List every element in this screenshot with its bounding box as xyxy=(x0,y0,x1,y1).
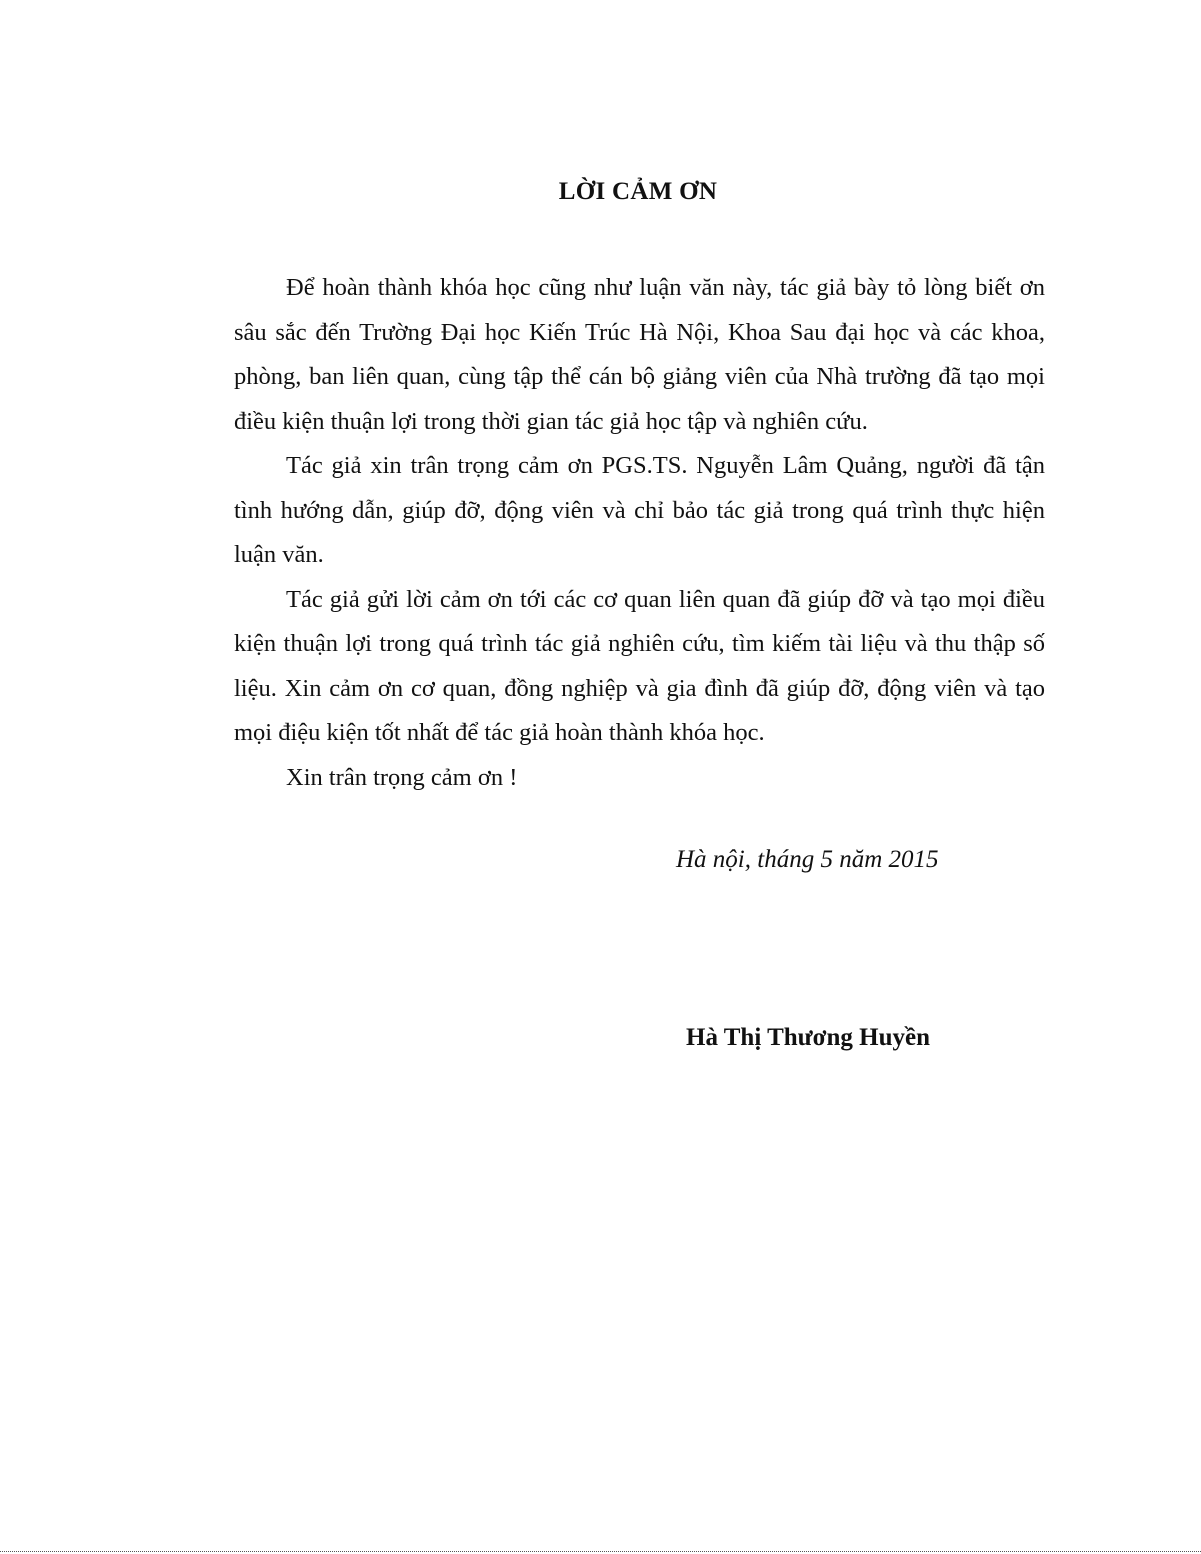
paragraph-3: Tác giả gửi lời cảm ơn tới các cơ quan liên quan đã giúp đỡ và tạo mọi điều kiện thuận lợi trong quá trình tác giả nghiên cứu, tìm kiếm tài liệu và thu thập số liệu. Xin cảm ơn cơ quan, đồng nghiệp và gia đình đã giúp đỡ, động viên và tạo mọi điệu kiện tốt nhất để tác giả hoàn thành khóa học. xyxy=(234,585,1045,746)
author-signature: Hà Thị Thương Huyền xyxy=(686,1024,930,1051)
paragraph-1: Để hoàn thành khóa học cũng như luận văn này, tác giả bày tỏ lòng biết ơn sâu sắc đến Trường Đại học Kiến Trúc Hà Nội, Khoa Sau đại học và các khoa, phòng, ban liên quan, cùng tập thể cán bộ giảng viên của Nhà trường đã tạo mọi điều kiện thuận lợi trong thời gian tác giả học tập và nghiên cứu. xyxy=(234,274,1045,435)
page-bottom-border xyxy=(0,1551,1201,1552)
paragraph-closing: Xin trân trọng cảm ơn ! xyxy=(286,763,518,791)
date-line: Hà nội, tháng 5 năm 2015 xyxy=(676,846,939,873)
acknowledgement-body xyxy=(234,266,1045,800)
page-title: LỜI CẢM ƠN xyxy=(558,178,718,205)
paragraph-2: Tác giả xin trân trọng cảm ơn PGS.TS. Nguyễn Lâm Quảng, người đã tận tình hướng dẫn, giúp đỡ, động viên và chỉ bảo tác giả trong quá trình thực hiện luận văn. xyxy=(234,452,1045,568)
